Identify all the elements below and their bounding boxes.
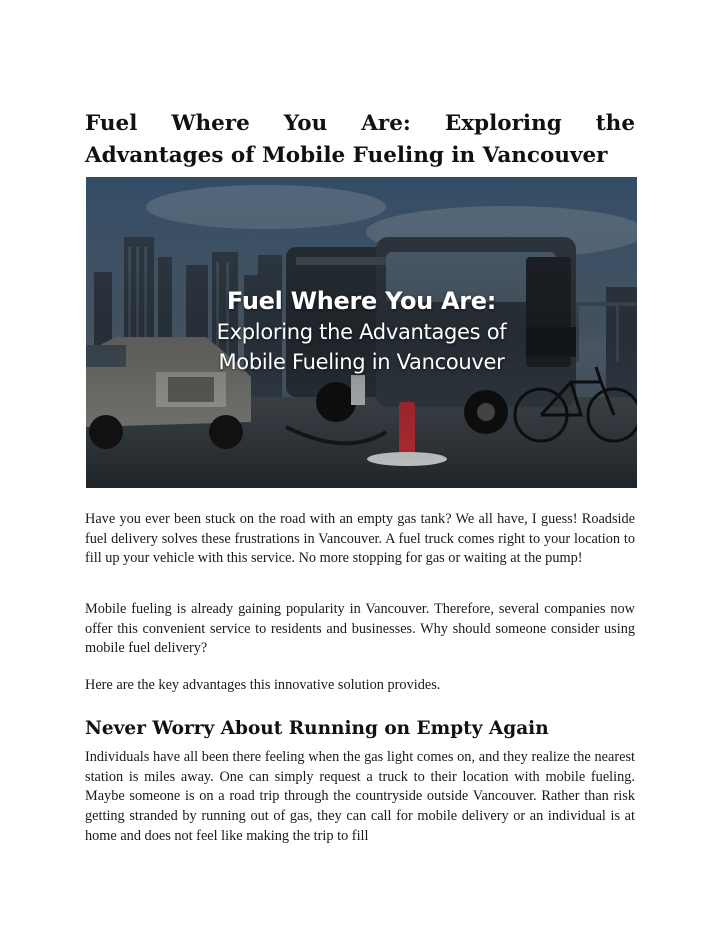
hero-image: [86, 177, 637, 488]
hero-caption-line-3: Mobile Fueling in Vancouver: [218, 350, 505, 374]
hero-caption-line-2: Exploring the Advantages of: [216, 320, 507, 344]
section-heading: Never Worry About Running on Empty Again: [85, 718, 549, 739]
popularity-paragraph: Mobile fueling is already gaining popularity in Vancouver. Therefore, several companies now offer this convenient service to residents and businesses. Why should someone consider using mobile fuel delivery?: [85, 601, 635, 657]
hero-caption-line-1: Fuel Where You Are:: [226, 287, 497, 315]
intro-paragraph: Have you ever been stuck on the road with an empty gas tank? We all have, I guess! Roadside fuel delivery solves these frustrations in Vancouver. A fuel truck comes right to your location to fill up your vehicle with this service. No more stopping for gas or waiting at the pump!: [85, 511, 635, 567]
hero-caption: [86, 285, 637, 377]
advantages-intro-paragraph: Here are the key advantages this innovative solution provides.: [85, 677, 441, 693]
article-title: Fuel Where You Are: Exploring the Advantages of Mobile Fueling in Vancouver: [85, 111, 635, 168]
section-paragraph: Individuals have all been there feeling when the gas light comes on, and they realize the nearest station is miles away. One can simply request a truck to their location with mobile fueling. Maybe someone is on a road trip through the countryside outside Vancouver. Rather than risk getting stranded by running out of gas, they can call for mobile delivery or an individual is at home and does not feel like making the trip to fill: [85, 749, 635, 844]
